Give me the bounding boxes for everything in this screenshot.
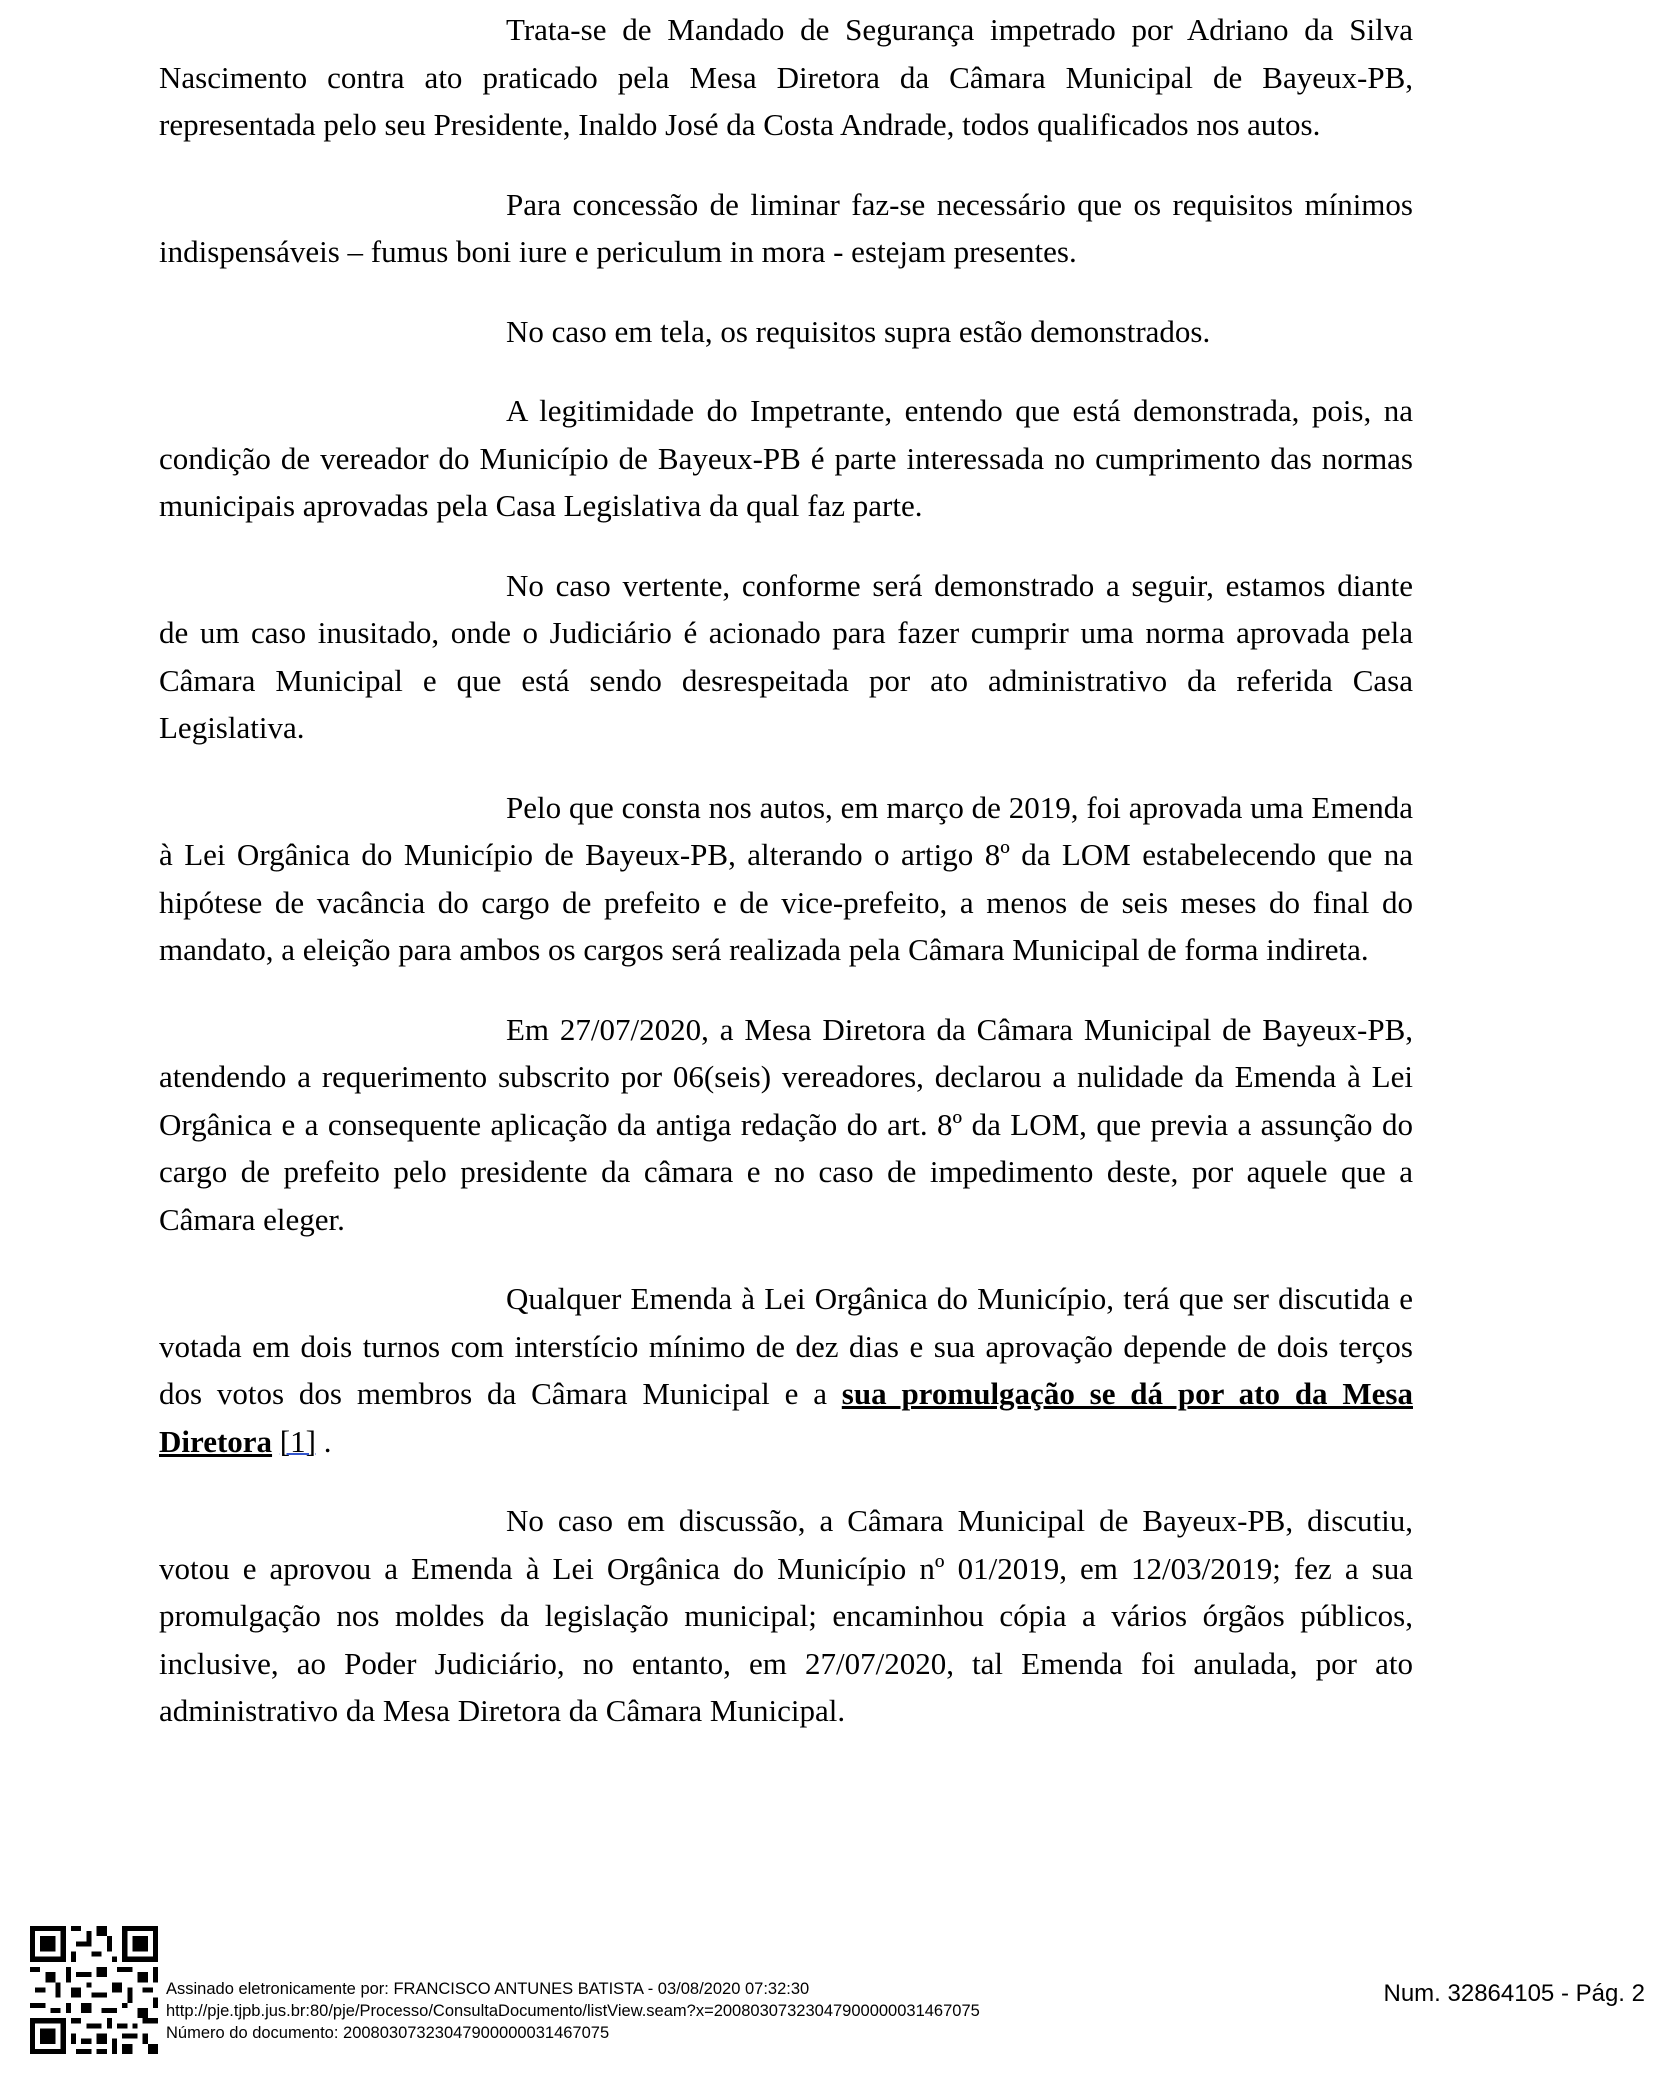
paragraph-8 <box>159 1275 1413 1465</box>
paragraph-6: Pelo que consta nos autos, em março de 2019, foi aprovada uma Emenda à Lei Orgânica do Município de Bayeux-PB, alterando o artigo 8º da LOM estabelecendo que na hipótese de vacância do cargo de prefeito e de vice-prefeito, a menos de seis meses do final do mandato, a eleição para ambos os cargos será realizada pela Câmara Municipal de forma indireta. <box>159 789 1413 967</box>
paragraph-7: Em 27/07/2020, a Mesa Diretora da Câmara Municipal de Bayeux-PB, atendendo a requerimento subscrito por 06(seis) vereadores, declarou a nulidade da Emenda à Lei Orgânica e a consequente aplicação da antiga redação do art. 8º da LOM, que previa a assunção do cargo de prefeito pelo presidente da câmara e no caso de impedimento deste, por aquele que a Câmara eleger. <box>159 1011 1413 1237</box>
paragraph-8-end: . <box>323 1423 332 1459</box>
document-number: Número do documento: 20080307323047900000031467075 <box>166 2024 610 2042</box>
qr-code-icon <box>30 1926 158 2054</box>
page-reference: Num. 32864105 - Pág. 2 <box>1383 1980 1645 2007</box>
paragraph-3: No caso em tela, os requisitos supra estão demonstrados. <box>506 313 1211 349</box>
document-url[interactable]: http://pje.tjpb.jus.br:80/pje/Processo/ConsultaDocumento/listView.seam?x=20080307323047900000031467075 <box>166 2002 980 2020</box>
emphasis-promulgation: sua promulgação se dá por ato da Mesa Diretora <box>159 1376 1413 1459</box>
footnote-link[interactable]: [1] <box>279 1423 316 1459</box>
paragraph-2: Para concessão de liminar faz-se necessário que os requisitos mínimos indispensáveis – fumus boni iure e periculum in mora - estejam presentes. <box>159 186 1413 269</box>
paragraph-4: A legitimidade do Impetrante, entendo que está demonstrada, pois, na condição de vereador do Município de Bayeux-PB é parte interessada no cumprimento das normas municipais aprovadas pela Casa Legislativa da qual faz parte. <box>159 393 1413 523</box>
paragraph-8-text: Qualquer Emenda à Lei Orgânica do Município, terá que ser discutida e votada em dois turnos com interstício mínimo de dez dias e sua aprovação depende de dois terços dos votos dos membros da Câmara Municipal e a <box>159 1281 1413 1411</box>
signature-footer <box>166 1978 980 2044</box>
paragraph-1: Trata-se de Mandado de Segurança impetrado por Adriano da Silva Nascimento contra ato praticado pela Mesa Diretora da Câmara Municipal de Bayeux-PB, representada pelo seu Presidente, Inaldo José da Costa Andrade, todos qualificados nos autos. <box>159 12 1413 142</box>
signed-by-line: Assinado eletronicamente por: FRANCISCO ANTUNES BATISTA - 03/08/2020 07:32:30 <box>166 1980 810 1998</box>
paragraph-5: No caso vertente, conforme será demonstrado a seguir, estamos diante de um caso inusitado, onde o Judiciário é acionado para fazer cumprir uma norma aprovada pela Câmara Municipal e que está sendo desrespeitada por ato administrativo da referida Casa Legislativa. <box>159 567 1413 745</box>
paragraph-9: No caso em discussão, a Câmara Municipal de Bayeux-PB, discutiu, votou e aprovou a Emenda à Lei Orgânica do Município nº 01/2019, em 12/03/2019; fez a sua promulgação nos moldes da legislação municipal; encaminhou cópia a vários órgãos públicos, inclusive, ao Poder Judiciário, no entanto, em 27/07/2020, tal Emenda foi anulada, por ato administrativo da Mesa Diretora da Câmara Municipal. <box>159 1503 1413 1728</box>
document-body <box>159 6 1413 1767</box>
